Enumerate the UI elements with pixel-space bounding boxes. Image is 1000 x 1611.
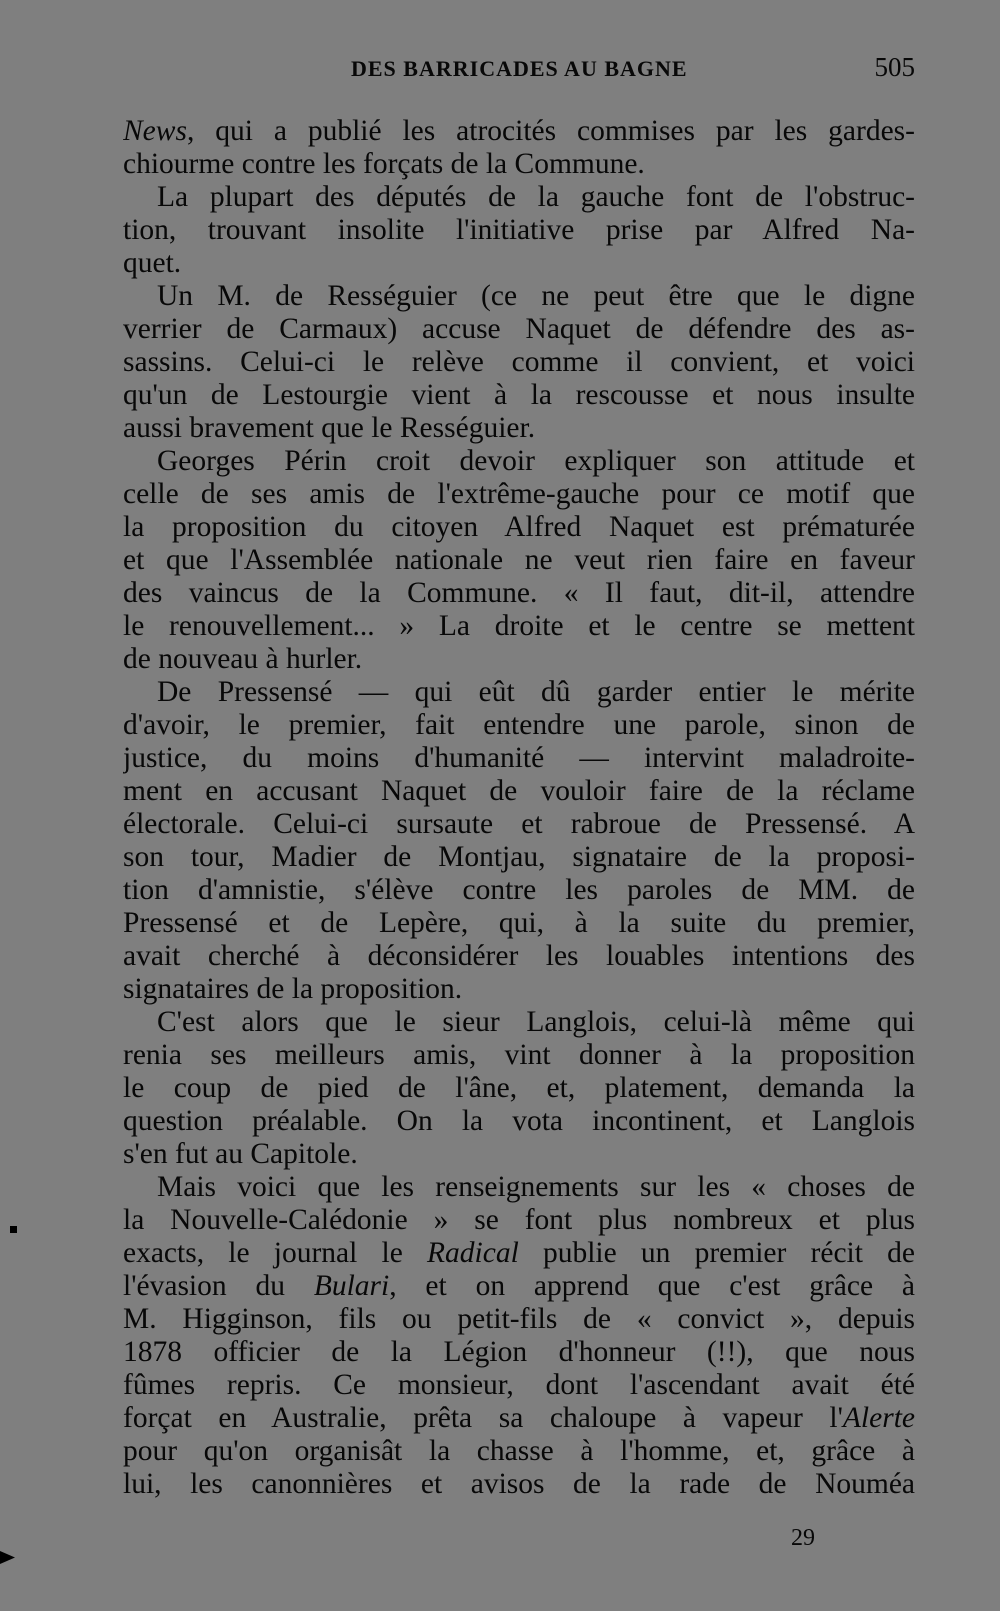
text-line xyxy=(123,1171,915,1204)
text-line xyxy=(123,907,915,940)
text-line xyxy=(123,841,915,874)
margin-pointer-icon xyxy=(0,1551,15,1564)
text-line xyxy=(123,1270,915,1303)
text-line xyxy=(123,1435,915,1468)
text-line xyxy=(123,412,915,445)
text-line xyxy=(123,1237,915,1270)
text-segment: le coup de pied de l'âne, et, platement, demanda la xyxy=(123,1072,915,1104)
text-line xyxy=(123,643,915,676)
text-segment: La plupart des députés de la gauche font de l'obstruc- xyxy=(157,181,915,213)
text-segment: s'en fut au Capitole. xyxy=(123,1138,358,1170)
text-line xyxy=(123,709,915,742)
margin-mark xyxy=(10,1226,17,1233)
text-segment: , et on apprend que c'est grâce à xyxy=(389,1270,915,1302)
text-line xyxy=(123,1369,915,1402)
text-line xyxy=(123,346,915,379)
text-segment: verrier de Carmaux) accuse Naquet de défendre des as- xyxy=(123,313,915,345)
text-line xyxy=(123,379,915,412)
text-segment: de nouveau à hurler. xyxy=(123,643,363,675)
text-line xyxy=(123,478,915,511)
text-segment: justice, du moins d'humanité — intervint maladroite- xyxy=(123,742,915,774)
text-line xyxy=(123,445,915,478)
text-line xyxy=(123,1105,915,1138)
text-line xyxy=(123,1204,915,1237)
text-segment: tion d'amnistie, s'élève contre les paroles de MM. de xyxy=(123,874,915,906)
text-segment: et que l'Assemblée nationale ne veut rien faire en faveur xyxy=(123,544,915,576)
italic-text: Radical xyxy=(427,1237,519,1269)
text-segment: l'évasion du xyxy=(123,1270,314,1302)
signature-folio: 29 xyxy=(791,1525,815,1551)
text-segment: question préalable. On la vota incontinent, et Langlois xyxy=(123,1105,915,1137)
text-segment: M. Higginson, fils ou petit-fils de « convict », depuis xyxy=(123,1303,915,1335)
text-segment: le renouvellement... » La droite et le centre se mettent xyxy=(123,610,915,642)
text-line xyxy=(123,181,915,214)
text-line xyxy=(123,214,915,247)
text-line xyxy=(123,610,915,643)
text-line xyxy=(123,742,915,775)
text-line xyxy=(123,544,915,577)
italic-text: News xyxy=(123,115,187,147)
text-segment: pour qu'on organisât la chasse à l'homme, et, grâce à xyxy=(123,1435,915,1467)
text-line xyxy=(123,577,915,610)
text-segment: tion, trouvant insolite l'initiative prise par Alfred Na- xyxy=(123,214,915,246)
text-line xyxy=(123,247,915,280)
text-segment: celle de ses amis de l'extrême-gauche pour ce motif que xyxy=(123,478,915,510)
text-segment: Pressensé et de Lepère, qui, à la suite du premier, xyxy=(123,907,915,939)
text-line xyxy=(123,1303,915,1336)
text-segment: d'avoir, le premier, fait entendre une parole, sinon de xyxy=(123,709,915,741)
text-segment: ment en accusant Naquet de vouloir faire de la réclame xyxy=(123,775,915,807)
text-segment: signataires de la proposition. xyxy=(123,973,463,1005)
text-line xyxy=(123,1402,915,1435)
text-line xyxy=(123,775,915,808)
text-segment: lui, les canonnières et avisos de la rade de Nouméa xyxy=(123,1468,915,1500)
text-segment: exacts, le journal le xyxy=(123,1237,428,1269)
text-segment: aussi bravement que le Rességuier. xyxy=(123,412,536,444)
page-header xyxy=(123,52,915,86)
running-head: DES BARRICADES AU BAGNE xyxy=(351,56,688,81)
text-line xyxy=(123,1072,915,1105)
text-segment: Mais voici que les renseignements sur les « choses de xyxy=(157,1171,915,1203)
text-line xyxy=(123,1468,915,1501)
italic-text: Alerte xyxy=(842,1402,915,1434)
text-line xyxy=(123,874,915,907)
text-line xyxy=(123,1336,915,1369)
text-line xyxy=(123,973,915,1006)
text-line xyxy=(123,313,915,346)
text-segment: fûmes repris. Ce monsieur, dont l'ascendant avait été xyxy=(123,1369,915,1401)
text-line xyxy=(123,280,915,313)
text-segment: la proposition du citoyen Alfred Naquet est prématurée xyxy=(123,511,915,543)
text-segment: avait cherché à déconsidérer les louables intentions des xyxy=(123,940,915,972)
text-line xyxy=(123,511,915,544)
text-line xyxy=(123,115,915,148)
text-line xyxy=(123,1138,915,1171)
text-segment: , qui a publié les atrocités commises par les gardes- xyxy=(186,115,915,147)
text-line xyxy=(123,148,915,181)
text-segment: sassins. Celui-ci le relève comme il convient, et voici xyxy=(123,346,915,378)
text-line xyxy=(123,808,915,841)
text-segment: renia ses meilleurs amis, vint donner à la proposition xyxy=(123,1039,915,1071)
text-segment: chiourme contre les forçats de la Commune. xyxy=(123,148,645,180)
text-segment: Georges Périn croit devoir expliquer son attitude et xyxy=(157,445,915,477)
text-line xyxy=(123,940,915,973)
text-segment: qu'un de Lestourgie vient à la rescousse et nous insulte xyxy=(123,379,915,411)
text-segment: Un M. de Rességuier (ce ne peut être que le digne xyxy=(157,280,915,312)
page-number: 505 xyxy=(874,52,915,82)
body-text xyxy=(123,115,915,1501)
text-segment: quet. xyxy=(123,247,182,279)
text-segment: des vaincus de la Commune. « Il faut, dit-il, attendre xyxy=(123,577,915,609)
text-segment: 1878 officier de la Légion d'honneur (!!), que nous xyxy=(123,1336,915,1368)
text-segment: forçat en Australie, prêta sa chaloupe à vapeur l' xyxy=(123,1402,843,1434)
text-line xyxy=(123,1006,915,1039)
text-segment: C'est alors que le sieur Langlois, celui-là même qui xyxy=(157,1006,915,1038)
text-segment: publie un premier récit de xyxy=(518,1237,915,1269)
text-segment: son tour, Madier de Montjau, signataire de la proposi- xyxy=(123,841,915,873)
text-line xyxy=(123,1039,915,1072)
text-segment: la Nouvelle-Calédonie » se font plus nombreux et plus xyxy=(123,1204,915,1236)
text-segment: De Pressensé — qui eût dû garder entier le mérite xyxy=(157,676,915,708)
italic-text: Bulari xyxy=(313,1270,390,1302)
text-segment: électorale. Celui-ci sursaute et rabroue de Pressensé. A xyxy=(123,808,915,840)
text-line xyxy=(123,676,915,709)
